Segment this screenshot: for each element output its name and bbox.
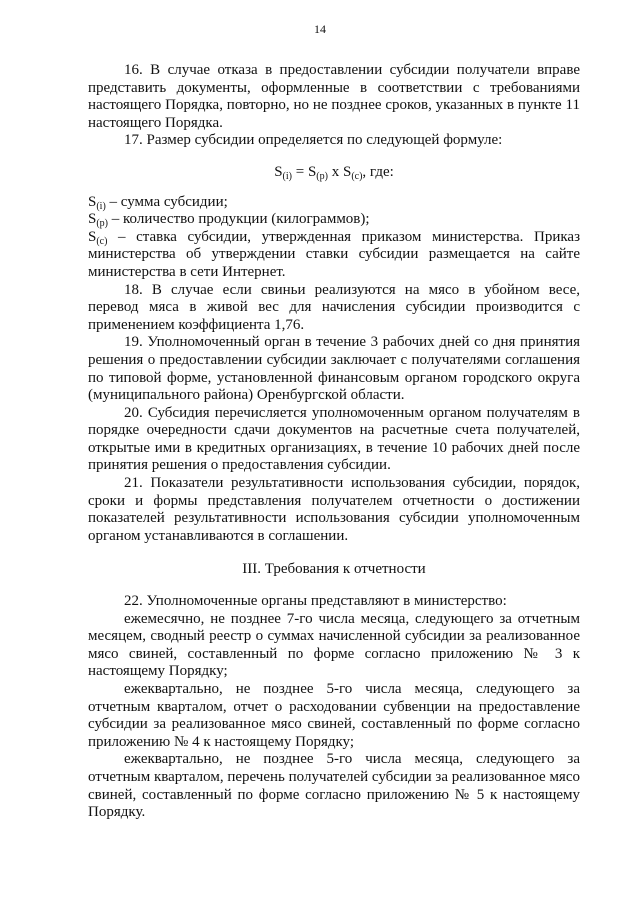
- formula-lhs: S: [274, 163, 283, 180]
- report-item-monthly: ежемесячно, не позднее 7-го числа месяца, следующего за отчетным месяцем, сводный реестр о суммах начисленной субсидии за реализованное мясо свиней, составленный по форме согласно приложению № 3 к настоящему Порядку;: [88, 610, 580, 680]
- formula-equals: =: [291, 163, 308, 180]
- page-content: [88, 62, 580, 822]
- formula-tail: , где:: [362, 163, 394, 180]
- definition-symbol: S: [88, 193, 97, 210]
- paragraph-18: 18. В случае если свиньи реализуются на мясо в убойном весе, перевод мяса в живой вес для начисления субсидии производится с применением коэффициента 1,76.: [88, 281, 580, 333]
- formula-term-b: S: [342, 163, 352, 180]
- paragraph-16: 16. В случае отказа в предоставлении субсидии получатели вправе представить документы, оформленные в соответствии с требованиями настоящего Порядка, повторно, но не позднее сроков, указанных в пункте 11 настоящего Порядка.: [88, 62, 580, 131]
- definition-text: – ставка субсидии, утвержденная приказом министерства. Приказ министерства об утверждении ставки субсидии размещается на сайте министерства в сети Интернет.: [88, 228, 580, 280]
- definition-item: [88, 211, 580, 229]
- definition-symbol: S: [88, 211, 97, 228]
- definition-text: – количество продукции (килограммов);: [108, 211, 370, 228]
- definition-text: – сумма субсидии;: [105, 193, 228, 210]
- definition-item: [88, 229, 580, 282]
- formula-term-a: S: [307, 163, 317, 180]
- formula-times: x: [327, 163, 343, 180]
- definition-symbol-sub: (p): [96, 218, 109, 230]
- definition-symbol: S: [88, 228, 97, 245]
- definition-symbol-sub: (c): [96, 235, 108, 247]
- definition-item: [88, 194, 580, 212]
- page-number: 14: [314, 22, 326, 36]
- paragraph-22: 22. Уполномоченные органы представляют в министерство:: [124, 593, 507, 610]
- definition-symbol-sub: (i): [96, 200, 106, 212]
- section-heading: III. Требования к отчетности: [242, 561, 426, 578]
- formula-definitions: [88, 194, 580, 282]
- formula-term-b-sub: (c): [351, 170, 363, 182]
- subsidy-formula: [88, 164, 580, 182]
- formula-lhs-sub: (i): [282, 170, 292, 182]
- report-item-quarterly-expenditure: ежеквартально, не позднее 5-го числа месяца, следующего за отчетным кварталом, отчет о расходовании субвенции на предоставление субсидии за реализованное мясо свиней, составленный по форме согласно приложению № 4 к настоящему Порядку;: [88, 681, 580, 750]
- paragraph-17: 17. Размер субсидии определяется по следующей формуле:: [124, 132, 503, 149]
- paragraph-20: 20. Субсидия перечисляется уполномоченным органом получателям в порядке очередности сдачи документов на расчетные счета получателей, открытые ими в кредитных организациях, в течение 10 рабочих дней после принятия решения о предоставления субсидии.: [88, 404, 580, 474]
- paragraph-21: 21. Показатели результативности использования субсидии, порядок, сроки и формы представления получателем отчетности о достижении показателей результативности использования субсидии уполномоченным органом устанавливаются в соглашении.: [88, 475, 580, 544]
- paragraph-19: 19. Уполномоченный орган в течение 3 рабочих дней со дня принятия решения о предоставлении субсидии заключает с получателями соглашения по типовой форме, установленной финансовым органом городского округа (муниципального района) Оренбургской области.: [88, 334, 580, 404]
- formula-term-a-sub: (p): [316, 170, 328, 182]
- report-item-quarterly-recipients: ежеквартально, не позднее 5-го числа месяца, следующего за отчетным кварталом, перечень получателей субсидии за реализованное мясо свиней, составленный по форме согласно приложению № 5 к настоящему Порядку.: [88, 751, 580, 821]
